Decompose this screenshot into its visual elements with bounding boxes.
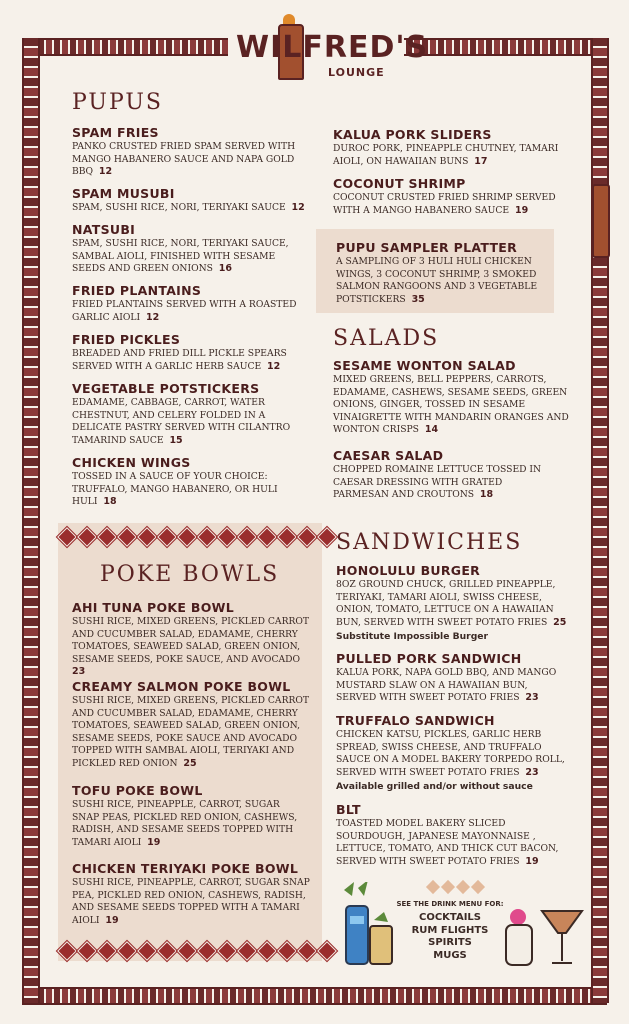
item-price: 23 bbox=[525, 692, 539, 703]
item-price: 35 bbox=[411, 293, 425, 305]
item-desc: EDAMAME, CABBAGE, CARROT, WATER CHESTNUT, AND CELERY FOLDED IN A DELICATE PASTRY SERVED WITH CILANTRO TAMARIND SAUCE bbox=[72, 397, 291, 446]
item-desc: SUSHI RICE, MIXED GREENS, PICKLED CARROT AND CUCUMBER SALAD, EDAMAME, CHERRY TOMATOES, SEAWEED SALAD, GREEN ONION, SESAME SEEDS, POKE SAUCE AND AVOCADO TOPPED WITH SAMBAL AIOLI, TERIYAKI AND PICKLED RED ONION bbox=[72, 695, 310, 769]
drink-item: SPIRITS bbox=[428, 937, 472, 948]
item-name: HONOLULU BURGER bbox=[336, 563, 481, 578]
drink-item: COCKTAILS bbox=[418, 912, 481, 923]
drink-promo bbox=[390, 900, 510, 962]
menu-item bbox=[336, 240, 546, 306]
menu-item bbox=[336, 802, 574, 868]
menu-item bbox=[333, 176, 563, 217]
item-desc: DUROC PORK, PINEAPPLE CHUTNEY, TAMARI AIOLI, ON HAWAIIAN BUNS bbox=[333, 143, 559, 167]
menu-item bbox=[336, 713, 574, 792]
item-name: TRUFFALO SANDWICH bbox=[336, 713, 495, 728]
drink-diamonds bbox=[428, 882, 483, 892]
menu-item bbox=[336, 651, 568, 705]
item-name: CHICKEN WINGS bbox=[72, 455, 191, 470]
item-desc: SUSHI RICE, PINEAPPLE, CARROT, SUGAR SNAP PEA, PICKLED RED ONION, CASHEWS, RADISH, AND SESAME SEEDS TOPPED WITH A TAMARI AIOLI bbox=[72, 877, 310, 926]
item-name: KALUA PORK SLIDERS bbox=[333, 127, 492, 142]
item-price: 12 bbox=[267, 360, 281, 372]
drink-item: RUM FLIGHTS bbox=[411, 924, 489, 936]
item-price: 12 bbox=[291, 202, 305, 213]
item-note: Substitute Impossible Burger bbox=[336, 631, 489, 642]
item-price: 18 bbox=[103, 496, 117, 507]
diamond-border-top bbox=[60, 530, 334, 544]
menu-item bbox=[72, 861, 312, 927]
sandwiches-title: SANDWICHES bbox=[336, 530, 523, 555]
menu-item bbox=[72, 679, 312, 770]
item-name: CAESAR SALAD bbox=[333, 448, 444, 463]
brand-sub: LOUNGE bbox=[328, 66, 385, 79]
item-name: FRIED PICKLES bbox=[72, 332, 181, 347]
brand-name: WILFRED'S bbox=[236, 30, 429, 65]
item-name: AHI TUNA POKE BOWL bbox=[72, 600, 234, 615]
border-bottom bbox=[22, 987, 607, 1005]
item-price: 19 bbox=[514, 204, 529, 216]
item-desc: 8OZ GROUND CHUCK, GRILLED PINEAPPLE, TERIYAKI, TAMARI AIOLI, SWISS CHEESE, ONION, TOMATO, LETTUCE ON A HAWAIIAN BUN, SERVED WITH SWEET POTATO FRIES bbox=[336, 579, 556, 628]
item-price: 19 bbox=[525, 855, 539, 867]
item-desc: KALUA PORK, NAPA GOLD BBQ, AND MANGO MUSTARD SLAW ON A HAWAIIAN BUN, SERVED WITH SWEET POTATO FRIES bbox=[336, 667, 557, 703]
border-left bbox=[22, 38, 40, 1003]
item-desc: A SAMPLING OF 3 HULI HULI CHICKEN WINGS, 3 COCONUT SHRIMP, 3 SMOKED SALMON RANGOONS AND 3 VEGETABLE POTSTICKERS bbox=[336, 256, 538, 305]
item-name: COCONUT SHRIMP bbox=[333, 176, 466, 191]
item-price: 25 bbox=[183, 757, 197, 769]
border-right bbox=[591, 38, 609, 1003]
menu-item bbox=[72, 783, 308, 849]
drink-lead: SEE THE DRINK MENU FOR: bbox=[396, 900, 504, 908]
item-price: 12 bbox=[98, 166, 113, 177]
diamond-border-bottom bbox=[60, 944, 334, 958]
item-desc: BREADED AND FRIED DILL PICKLE SPEARS SERVED WITH A GARLIC HERB SAUCE bbox=[72, 348, 287, 372]
item-price: 19 bbox=[147, 836, 161, 848]
item-price: 25 bbox=[553, 616, 567, 628]
menu-item bbox=[72, 186, 312, 215]
item-desc: CHICKEN KATSU, PICKLES, GARLIC HERB SPREAD, SWISS CHEESE, AND TRUFFALO SAUCE ON A MODEL BAKERY TORPEDO ROLL, SERVED WITH SWEET POTATO FRIES bbox=[336, 729, 565, 778]
item-name: CHICKEN TERIYAKI POKE BOWL bbox=[72, 861, 299, 876]
item-desc: SPAM, SUSHI RICE, NORI, TERIYAKI SAUCE, SAMBAL AIOLI, FINISHED WITH SESAME SEEDS AND GREEN ONIONS bbox=[72, 238, 289, 274]
item-desc: SPAM, SUSHI RICE, NORI, TERIYAKI SAUCE bbox=[72, 202, 286, 213]
item-name: BLT bbox=[336, 802, 361, 817]
item-name: SPAM MUSUBI bbox=[72, 186, 175, 201]
drink-list bbox=[390, 912, 510, 962]
item-price: 18 bbox=[479, 489, 494, 500]
item-name: PUPU SAMPLER PLATTER bbox=[336, 240, 518, 255]
drink-item: MUGS bbox=[433, 949, 467, 961]
item-name: NATSUBI bbox=[72, 222, 136, 237]
item-price: 19 bbox=[105, 914, 119, 926]
item-name: TOFU POKE BOWL bbox=[72, 783, 203, 798]
item-desc: PANKO CRUSTED FRIED SPAM SERVED WITH MANGO HABANERO SAUCE AND NAPA GOLD BBQ bbox=[72, 141, 296, 177]
menu-item bbox=[333, 358, 569, 437]
tiki-cocktail-icon bbox=[334, 882, 394, 972]
item-name: SPAM FRIES bbox=[72, 125, 159, 140]
glassware-icon bbox=[500, 905, 590, 975]
item-name: FRIED PLANTAINS bbox=[72, 283, 202, 298]
item-price: 16 bbox=[218, 263, 233, 274]
salads-title: SALADS bbox=[333, 326, 440, 351]
menu-item bbox=[333, 127, 563, 168]
brand-logo bbox=[236, 22, 429, 82]
menu-item bbox=[333, 448, 559, 502]
item-desc: SUSHI RICE, PINEAPPLE, CARROT, SUGAR SNAP PEAS, PICKLED RED ONION, CASHEWS, RADISH, AND SESAME SEEDS TOPPED WITH TAMARI AIOLI bbox=[72, 799, 298, 848]
menu-item bbox=[72, 125, 298, 179]
item-price: 12 bbox=[145, 311, 160, 323]
item-name: VEGETABLE POTSTICKERS bbox=[72, 381, 260, 396]
menu-item bbox=[72, 455, 292, 509]
item-price: 23 bbox=[525, 766, 539, 778]
menu-item bbox=[336, 563, 572, 642]
item-note: Available grilled and/or without sauce bbox=[336, 781, 533, 792]
item-name: CREAMY SALMON POKE BOWL bbox=[72, 679, 291, 694]
tiki-decoration-icon bbox=[592, 184, 610, 258]
item-price: 23 bbox=[72, 666, 86, 677]
menu-item bbox=[72, 283, 298, 324]
item-name: SESAME WONTON SALAD bbox=[333, 358, 516, 373]
item-desc: SUSHI RICE, MIXED GREENS, PICKLED CARROT AND CUCUMBER SALAD, EDAMAME, CHERRY TOMATOES, SEAWEED SALAD, GREEN ONION, SESAME SEEDS, POKE SAUCE, AND AVOCADO bbox=[72, 616, 310, 665]
poke-title: POKE BOWLS bbox=[100, 562, 280, 587]
item-desc: FRIED PLANTAINS SERVED WITH A ROASTED GARLIC AIOLI bbox=[72, 299, 297, 323]
item-price: 14 bbox=[424, 424, 439, 435]
item-desc: MIXED GREENS, BELL PEPPERS, CARROTS, EDAMAME, CASHEWS, SESAME SEEDS, GREEN ONIONS, GINGER, TOSSED IN SESAME VINAIGRETTE WITH MANDARIN ORANGES AND WONTON CRISPS bbox=[333, 374, 569, 435]
menu-item bbox=[72, 332, 298, 373]
item-price: 15 bbox=[169, 434, 183, 446]
pupus-title: PUPUS bbox=[72, 90, 163, 115]
item-desc: TOASTED MODEL BAKERY SLICED SOURDOUGH, JAPANESE MAYONNAISE , LETTUCE, TOMATO, AND THICK CUT BACON, SERVED WITH SWEET POTATO FRIES bbox=[336, 818, 559, 867]
item-desc: CHOPPED ROMAINE LETTUCE TOSSED IN CAESAR DRESSING WITH GRATED PARMESAN AND CROUTONS bbox=[333, 464, 542, 500]
menu-item bbox=[72, 222, 298, 276]
item-desc: COCONUT CRUSTED FRIED SHRIMP SERVED WITH A MANGO HABANERO SAUCE bbox=[333, 192, 556, 216]
menu-item bbox=[72, 381, 298, 447]
menu-item bbox=[72, 600, 312, 679]
item-price: 17 bbox=[474, 155, 488, 167]
item-name: PULLED PORK SANDWICH bbox=[336, 651, 522, 666]
item-desc: TOSSED IN A SAUCE OF YOUR CHOICE: TRUFFALO, MANGO HABANERO, OR HULI HULI bbox=[72, 471, 278, 507]
